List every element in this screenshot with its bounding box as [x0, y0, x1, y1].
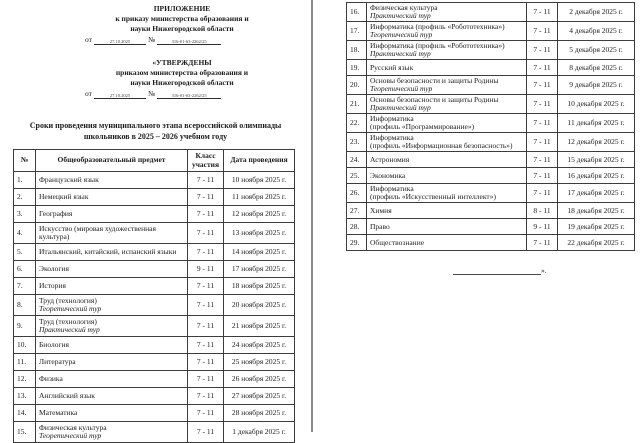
table-row — [14, 337, 295, 354]
row-number: 25. — [347, 168, 367, 184]
subject-name: Информатика (профиль «Робототехника») — [370, 22, 505, 31]
table-row — [14, 278, 295, 295]
table-row — [14, 422, 295, 443]
tour-label: Практический тур — [39, 325, 100, 334]
subject-cell — [367, 3, 527, 22]
subject-cell — [36, 371, 188, 388]
subject-cell — [36, 422, 188, 443]
subject-cell — [367, 41, 527, 60]
table-header-row — [14, 150, 295, 172]
date-cell: 28 ноября 2025 г. — [224, 405, 295, 422]
date-cell: 26 ноября 2025 г. — [224, 371, 295, 388]
appendix-title: ПРИЛОЖЕНИЕ — [153, 4, 211, 13]
row-number: 28. — [347, 219, 367, 235]
table-row — [14, 244, 295, 261]
table-row — [347, 95, 635, 114]
grades-cell: 7 - 11 — [188, 223, 224, 244]
approval-block-appendix — [79, 4, 285, 45]
order-date-number-line — [79, 35, 285, 45]
subject-name: Физическая культура — [39, 422, 107, 432]
date-cell: 10 ноября 2025 г. — [224, 172, 295, 189]
row-number: 22. — [347, 114, 367, 133]
subject-cell — [36, 206, 188, 223]
order-date-number-line — [79, 89, 285, 99]
approved-line2: приказом министерства образования и — [115, 68, 249, 77]
subject-name: Обществознание — [370, 237, 425, 247]
date-cell: 11 декабря 2025 г. — [558, 114, 635, 133]
number-label: № — [147, 89, 156, 98]
order-number: 316-01-63-2262/25 — [171, 93, 207, 98]
row-number: 3. — [14, 206, 36, 223]
document-title-line2: школьников в 2025 – 2026 учебном году — [83, 131, 228, 141]
subject-name: Английский язык — [39, 390, 95, 400]
subject-name: Химия — [370, 205, 392, 215]
signature-line-number — [157, 93, 221, 99]
appendix-line2: к приказу министерства образования и — [115, 14, 249, 23]
subject-cell — [367, 219, 527, 235]
subject-name: Право — [370, 221, 390, 231]
row-number: 21. — [347, 95, 367, 114]
row-number: 2. — [14, 189, 36, 206]
header-subject: Общеобразовательный предмет — [36, 150, 188, 172]
date-cell: 21 ноября 2025 г. — [224, 316, 295, 337]
subject-cell — [367, 168, 527, 184]
grades-cell: 7 - 11 — [527, 133, 558, 152]
date-cell: 19 декабря 2025 г. — [558, 219, 635, 235]
closing-quote: ». — [541, 266, 547, 275]
appendix-line3: науки Нижегородской области — [130, 24, 234, 33]
document-title — [0, 121, 311, 142]
grades-cell: 7 - 11 — [527, 168, 558, 184]
grades-cell: 7 - 11 — [188, 405, 224, 422]
grades-cell: 7 - 11 — [527, 152, 558, 168]
subject-cell — [367, 95, 527, 114]
grades-cell: 7 - 11 — [188, 189, 224, 206]
date-cell: 9 декабря 2025 г. — [558, 76, 635, 95]
date-cell: 25 ноября 2025 г. — [224, 354, 295, 371]
table-row — [14, 371, 295, 388]
table-row — [347, 41, 635, 60]
row-number: 5. — [14, 244, 36, 261]
page-2 — [313, 0, 640, 432]
table-row — [14, 316, 295, 337]
subject-name: География — [39, 208, 73, 218]
subject-name: Искусство (мировая художественная культура) — [39, 223, 156, 241]
row-number: 12. — [14, 371, 36, 388]
table-row — [347, 3, 635, 22]
subject-cell — [36, 172, 188, 189]
date-cell: 2 декабря 2025 г. — [558, 3, 635, 22]
subject-cell — [367, 235, 527, 251]
grades-cell: 7 - 11 — [527, 235, 558, 251]
row-number: 1. — [14, 172, 36, 189]
table-row — [347, 168, 635, 184]
grades-cell: 7 - 11 — [188, 278, 224, 295]
table-row — [14, 261, 295, 278]
subject-name: Итальянский, китайский, испанский языки — [39, 246, 177, 256]
subject-cell — [367, 203, 527, 219]
row-number: 26. — [347, 184, 367, 203]
subject-cell — [367, 152, 527, 168]
subject-cell — [36, 388, 188, 405]
subject-name: Труд (технология) — [39, 295, 97, 305]
grades-cell: 7 - 11 — [527, 184, 558, 203]
tour-label: Практический тур — [370, 103, 431, 112]
date-cell: 24 ноября 2025 г. — [224, 337, 295, 354]
subject-cell — [367, 60, 527, 76]
tour-label: Теоретический тур — [370, 30, 433, 39]
subject-cell — [36, 278, 188, 295]
subject-name-continued: (профиль «Информационная безопасность») — [370, 141, 513, 150]
table-row — [14, 295, 295, 316]
table-row — [347, 133, 635, 152]
date-cell: 4 декабря 2025 г. — [558, 22, 635, 41]
grades-cell: 7 - 11 — [188, 316, 224, 337]
approval-header — [79, 4, 285, 99]
date-cell: 10 декабря 2025 г. — [558, 95, 635, 114]
number-label: № — [147, 35, 156, 44]
grades-cell: 7 - 11 — [188, 388, 224, 405]
subject-cell — [36, 189, 188, 206]
closing-underline — [453, 267, 541, 275]
grades-cell: 9 - 11 — [527, 219, 558, 235]
subject-name: Русский язык — [370, 62, 414, 72]
date-cell: 18 ноября 2025 г. — [224, 278, 295, 295]
signature-line-date — [94, 93, 146, 99]
table-row — [14, 189, 295, 206]
page-divider — [311, 0, 313, 432]
subject-cell — [367, 114, 527, 133]
subject-cell — [36, 316, 188, 337]
table-row — [347, 114, 635, 133]
grades-cell: 7 - 11 — [188, 295, 224, 316]
row-number: 8. — [14, 295, 36, 316]
subject-name-continued: (профиль «Искусственный интеллект») — [370, 192, 496, 201]
date-cell: 27 ноября 2025 г. — [224, 388, 295, 405]
page-1 — [0, 0, 311, 440]
grades-cell: 7 - 11 — [527, 114, 558, 133]
grades-cell: 7 - 11 — [188, 337, 224, 354]
from-label: от — [85, 89, 92, 98]
row-number: 13. — [14, 388, 36, 405]
subject-name: История — [39, 280, 66, 290]
table-row — [14, 388, 295, 405]
tour-label: Практический тур — [370, 49, 431, 58]
date-cell: 17 ноября 2025 г. — [224, 261, 295, 278]
grades-cell: 7 - 11 — [527, 76, 558, 95]
date-cell: 20 ноября 2025 г. — [224, 295, 295, 316]
subject-name: Информатика — [370, 184, 414, 193]
table-row — [347, 152, 635, 168]
subject-name: Литература — [39, 356, 76, 366]
table-row — [14, 354, 295, 371]
date-cell: 18 декабря 2025 г. — [558, 203, 635, 219]
approved-title: «УТВЕРЖДЕНЫ — [152, 58, 212, 67]
subject-cell — [36, 295, 188, 316]
grades-cell: 7 - 11 — [527, 95, 558, 114]
table-row — [347, 60, 635, 76]
grades-cell: 7 - 11 — [188, 172, 224, 189]
row-number: 29. — [347, 235, 367, 251]
olympiad-table-page2 — [346, 2, 635, 251]
subject-cell — [36, 405, 188, 422]
header-date: Дата проведения — [224, 150, 295, 172]
row-number: 4. — [14, 223, 36, 244]
row-number: 15. — [14, 422, 36, 443]
subject-name: Астрономия — [370, 154, 410, 164]
order-date: 27.10.2025 — [109, 93, 131, 98]
subject-cell — [367, 133, 527, 152]
grades-cell: 7 - 11 — [527, 60, 558, 76]
subject-name: Физика — [39, 373, 63, 383]
subject-name: Физическая культура — [370, 3, 438, 12]
table-row — [347, 76, 635, 95]
tour-label: Теоретический тур — [370, 84, 433, 93]
date-cell: 13 ноября 2025 г. — [224, 223, 295, 244]
table-row — [347, 219, 635, 235]
row-number: 7. — [14, 278, 36, 295]
row-number: 14. — [14, 405, 36, 422]
subject-cell — [36, 223, 188, 244]
closing-quote-line — [453, 266, 640, 275]
subject-name: Информатика — [370, 133, 414, 142]
subject-name: Немецкий язык — [39, 191, 89, 201]
date-cell: 14 ноября 2025 г. — [224, 244, 295, 261]
table-row — [14, 172, 295, 189]
table-row — [347, 203, 635, 219]
row-number: 20. — [347, 76, 367, 95]
row-number: 19. — [347, 60, 367, 76]
subject-name: Основы безопасности и защиты Родины — [370, 76, 499, 85]
date-cell: 22 декабря 2025 г. — [558, 235, 635, 251]
grades-cell: 7 - 11 — [527, 3, 558, 22]
date-cell: 16 декабря 2025 г. — [558, 168, 635, 184]
subject-name: Биология — [39, 339, 70, 349]
subject-cell — [36, 244, 188, 261]
tour-label: Теоретический тур — [39, 304, 102, 313]
grades-cell: 7 - 11 — [188, 206, 224, 223]
signature-line-date — [94, 39, 146, 45]
subject-cell — [367, 184, 527, 203]
table-row — [347, 22, 635, 41]
approved-line3: науки Нижегородской области — [130, 78, 234, 87]
date-cell: 5 декабря 2025 г. — [558, 41, 635, 60]
tour-label: Теоретический тур — [39, 431, 102, 440]
subject-name: Труд (технология) — [39, 316, 97, 326]
grades-cell: 8 - 11 — [527, 203, 558, 219]
header-number: № — [14, 150, 36, 172]
subject-name: Информатика (профиль «Робототехника») — [370, 41, 505, 50]
subject-name: Экология — [39, 263, 69, 273]
date-cell: 8 декабря 2025 г. — [558, 60, 635, 76]
table-row — [14, 206, 295, 223]
row-number: 10. — [14, 337, 36, 354]
grades-cell: 7 - 11 — [188, 244, 224, 261]
grades-cell: 7 - 11 — [188, 422, 224, 443]
date-cell: 1 декабря 2025 г. — [224, 422, 295, 443]
date-cell: 12 декабря 2025 г. — [558, 133, 635, 152]
subject-name: Экономика — [370, 170, 406, 180]
document-title-line1: Сроки проведения муниципального этапа всероссийской олимпиады — [29, 121, 282, 130]
row-number: 24. — [347, 152, 367, 168]
row-number: 6. — [14, 261, 36, 278]
date-cell: 11 ноября 2025 г. — [224, 189, 295, 206]
table-row — [347, 184, 635, 203]
row-number: 17. — [347, 22, 367, 41]
subject-cell — [36, 354, 188, 371]
order-number: 316-01-63-2262/25 — [171, 39, 207, 44]
row-number: 11. — [14, 354, 36, 371]
grades-cell: 7 - 11 — [188, 371, 224, 388]
table-row — [14, 223, 295, 244]
row-number: 18. — [347, 41, 367, 60]
subject-cell — [36, 261, 188, 278]
grades-cell: 9 - 11 — [188, 261, 224, 278]
grades-cell: 7 - 11 — [527, 22, 558, 41]
subject-cell — [367, 22, 527, 41]
row-number: 9. — [14, 316, 36, 337]
olympiad-table-page1 — [13, 149, 295, 443]
subject-name: Французский язык — [39, 174, 99, 184]
table-row — [347, 235, 635, 251]
date-cell: 12 ноября 2025 г. — [224, 206, 295, 223]
date-cell: 15 декабря 2025 г. — [558, 152, 635, 168]
subject-cell — [367, 76, 527, 95]
subject-name: Математика — [39, 407, 78, 417]
row-number: 27. — [347, 203, 367, 219]
signature-line-number — [157, 39, 221, 45]
from-label: от — [85, 35, 92, 44]
date-cell: 17 декабря 2025 г. — [558, 184, 635, 203]
subject-name: Основы безопасности и защиты Родины — [370, 95, 499, 104]
subject-cell — [36, 337, 188, 354]
grades-cell: 7 - 11 — [188, 354, 224, 371]
row-number: 16. — [347, 3, 367, 22]
tour-label: Практический тур — [370, 11, 431, 20]
subject-name-continued: (профиль «Программирование») — [370, 122, 475, 131]
grades-cell: 7 - 11 — [527, 41, 558, 60]
order-date: 27.10.2025 — [109, 39, 131, 44]
table-row — [14, 405, 295, 422]
subject-name: Информатика — [370, 114, 414, 123]
header-grades: Класс участия — [188, 150, 224, 172]
approval-block-approved — [79, 58, 285, 99]
row-number: 23. — [347, 133, 367, 152]
